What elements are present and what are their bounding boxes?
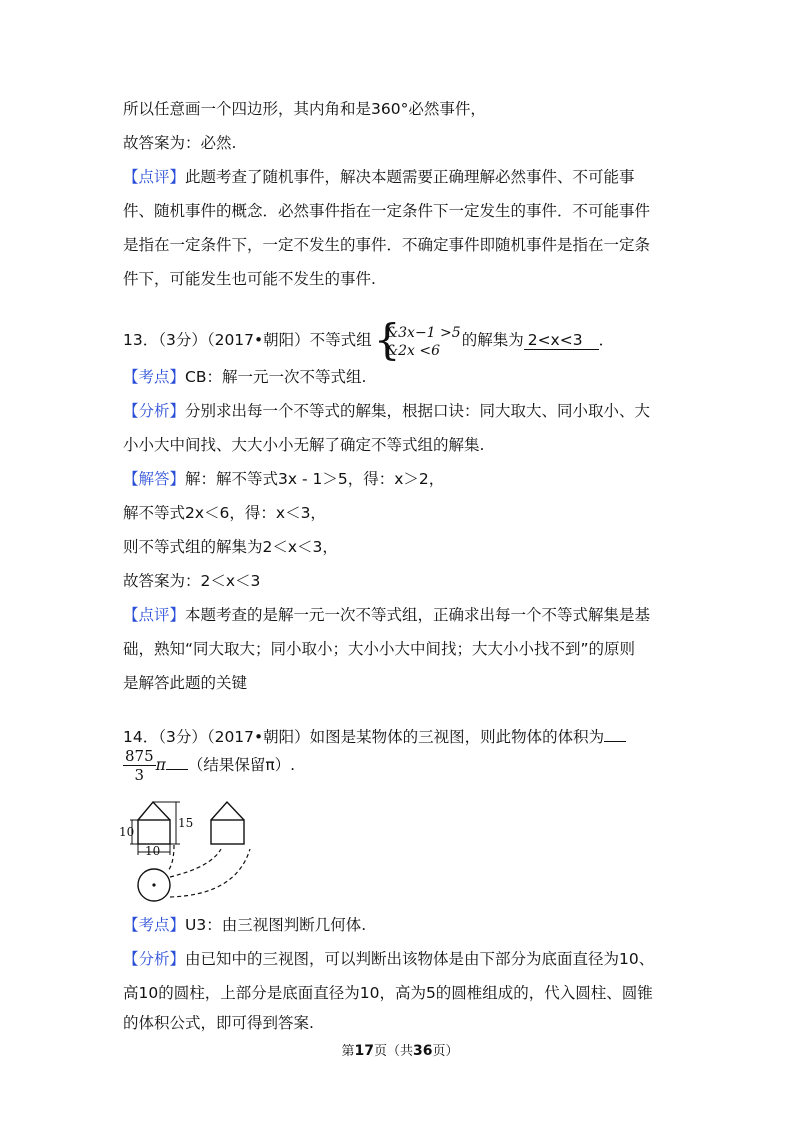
text-fragment: 本题考查的是解一元一次不等式组，正确求出每一个不等式解集是基 xyxy=(185,606,651,624)
dianping-line xyxy=(123,604,650,626)
text-fragment: 由已知中的三视图，可以判断出该物体是由下部分为底面直径为10、 xyxy=(185,950,655,968)
text-line: 是解答此题的关键 xyxy=(123,674,248,692)
fraction-numerator: 875 xyxy=(125,747,154,765)
text-line: 解不等式2x＜6，得：x＜3， xyxy=(123,504,326,522)
text-line: 故答案为：2＜x＜3 xyxy=(123,572,261,590)
question-14-head: 14．（3分）（2017•朝阳）如图是某物体的三视图，则此物体的体积为 xyxy=(123,728,605,746)
footer-text: 页） xyxy=(432,1044,459,1059)
left-brace-symbol: { xyxy=(373,314,401,364)
footer-text: 第 xyxy=(341,1044,355,1059)
question-13-tail: 的解集为 xyxy=(461,331,524,349)
page-footer xyxy=(0,1040,800,1059)
inequality-2: &2x <6 xyxy=(385,342,441,359)
top-view-center-dot xyxy=(152,883,155,886)
top-view xyxy=(138,869,170,901)
text-fragment: 此题考查了随机事件，解决本题需要正确理解必然事件、不可能事 xyxy=(185,168,635,186)
text-fragment: U3：由三视图判断几何体. xyxy=(185,916,367,934)
text-line: 件下，可能发生也可能不发生的事件. xyxy=(123,270,376,288)
text-fragment: CB：解一元一次不等式组. xyxy=(185,368,367,386)
comment-tag: 【点评】 xyxy=(123,168,186,186)
inequality-1: &3x−1 >5 xyxy=(385,324,461,341)
answer-blank: 2<x<3 xyxy=(524,331,599,350)
text-line: 所以任意画一个四边形，其内角和是360°必然事件， xyxy=(123,100,486,118)
three-view-figure xyxy=(116,797,296,907)
dianping-tag: 【点评】 xyxy=(123,606,186,624)
projection-line xyxy=(170,849,221,877)
dimension-label-15: 15 xyxy=(178,816,194,830)
text-line: 的体积公式，即可得到答案. xyxy=(123,1014,314,1032)
total-page-number: 36 xyxy=(413,1043,433,1059)
text-fragment: 解：解不等式3x - 1＞5，得：x＞2， xyxy=(185,470,445,488)
answer-blank-end xyxy=(166,755,188,770)
dimension-label-10-left: 10 xyxy=(119,825,135,839)
text-line: 础，熟知“同大取大；同小取小；大小小大中间找；大大小小找不到”的原则 xyxy=(123,640,636,658)
comment-line xyxy=(123,166,635,188)
fenxi-line xyxy=(123,948,654,970)
fraction-denominator: 3 xyxy=(134,766,145,784)
current-page-number: 17 xyxy=(354,1043,374,1059)
footer-text: 页（共 xyxy=(373,1044,413,1059)
kaodian-tag: 【考点】 xyxy=(123,368,186,386)
dimension-label-10-bottom: 10 xyxy=(145,844,161,858)
question-13-stem xyxy=(123,314,615,364)
question-14-tail: （结果保留π）. xyxy=(187,756,296,774)
kaodian-line xyxy=(123,914,366,936)
inequality-system xyxy=(373,314,461,364)
front-view-roof xyxy=(138,802,170,820)
side-view xyxy=(211,802,244,844)
front-view-body xyxy=(138,820,170,844)
text-fragment: 分别求出每一个不等式的解集，根据口诀：同大取大、同小取小、大 xyxy=(185,402,651,420)
fenxi-line xyxy=(123,400,650,422)
side-view-roof xyxy=(211,802,244,820)
text-line: 小小大中间找、大大小小无解了确定不等式组的解集. xyxy=(123,436,485,454)
kaodian-tag: 【考点】 xyxy=(123,916,186,934)
text-line: 件、随机事件的概念．必然事件指在一定条件下一定发生的事件．不可能事件 xyxy=(123,202,651,220)
question-14-answer-line xyxy=(123,742,295,788)
text-fragment: ． xyxy=(598,331,615,349)
fenxi-tag: 【分析】 xyxy=(123,402,186,420)
question-13-head: 13．（3分）（2017•朝阳）不等式组 xyxy=(123,331,372,349)
text-line: 高10的圆柱，上部分是底面直径为10，高为5的圆椎组成的，代入圆柱、圆锥 xyxy=(123,984,653,1002)
answer-blank-start xyxy=(604,727,626,742)
text-line: 是指在一定条件下，一定不发生的事件．不确定事件即随机事件是指在一定条 xyxy=(123,236,651,254)
pi-symbol: π xyxy=(155,756,166,774)
projection-line xyxy=(168,845,174,871)
jieda-line xyxy=(123,468,444,490)
text-line: 则不等式组的解集为2＜x＜3， xyxy=(123,538,338,556)
side-view-body xyxy=(211,820,244,844)
jieda-tag: 【解答】 xyxy=(123,470,186,488)
kaodian-line xyxy=(123,366,366,388)
answer-fraction xyxy=(123,747,156,784)
text-line: 故答案为：必然. xyxy=(123,134,237,152)
projection-line xyxy=(170,849,250,897)
fenxi-tag: 【分析】 xyxy=(123,950,186,968)
